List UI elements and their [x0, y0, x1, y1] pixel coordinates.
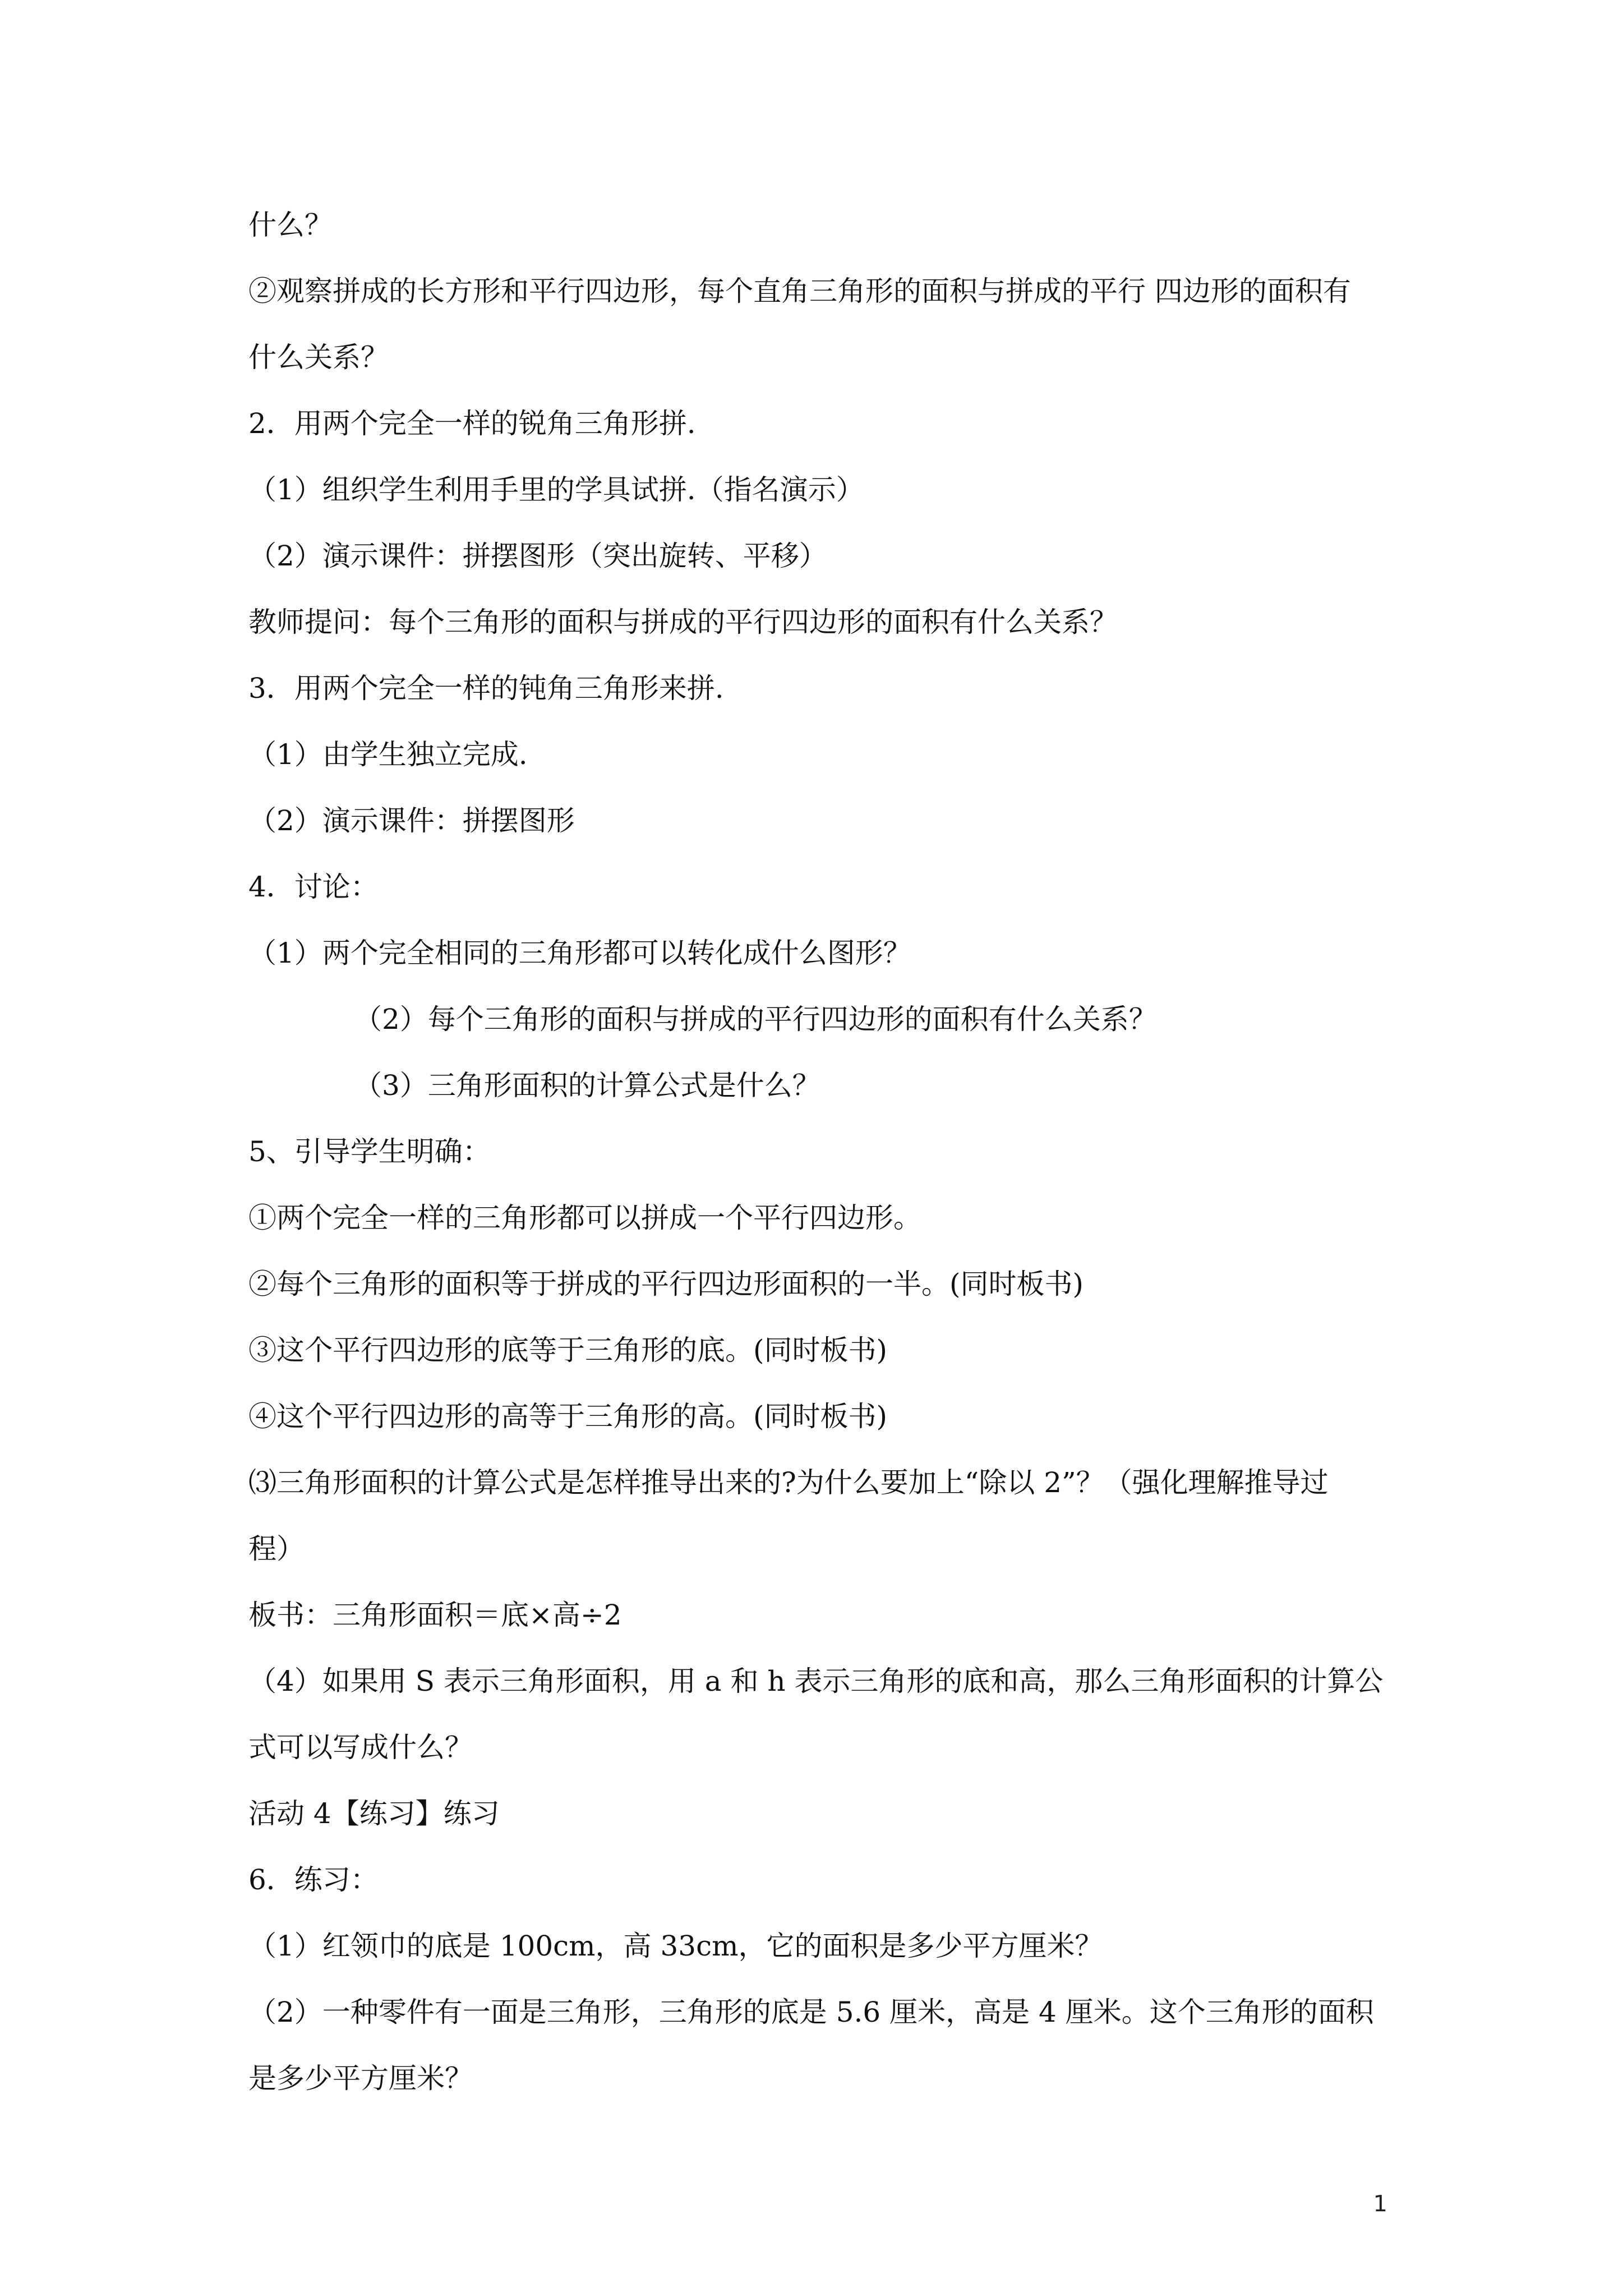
text-line: （2）一种零件有一面是三角形，三角形的底是 5.6 厘米，高是 4 厘米。这个三角形的面积 [248, 1996, 1374, 2028]
text-line: 3．用两个完全一样的钝角三角形来拼. [248, 672, 724, 705]
text-line: 式可以写成什么？ [248, 1731, 473, 1764]
text-line: 活动 4【练习】练习 [248, 1797, 500, 1830]
text-line: （3）三角形面积的计算公式是什么？ [354, 1069, 820, 1102]
text-line: （2）每个三角形的面积与拼成的平行四边形的面积有什么关系？ [354, 1003, 1157, 1036]
text-line: （1）组织学生利用手里的学具试拼.（指名演示） [248, 473, 864, 506]
text-line: ④这个平行四边形的高等于三角形的高。(同时板书) [248, 1400, 888, 1433]
document-body [248, 209, 1387, 2128]
text-line: 什么？ [248, 209, 333, 241]
text-line: 是多少平方厘米？ [248, 2062, 473, 2095]
text-line: ②每个三角形的面积等于拼成的平行四边形面积的一半。(同时板书) [248, 1268, 1084, 1300]
text-line: ③这个平行四边形的底等于三角形的底。(同时板书) [248, 1334, 888, 1366]
text-line: （1）由学生独立完成. [248, 738, 528, 771]
text-line: 5、引导学生明确： [248, 1135, 491, 1168]
text-line: 教师提问：每个三角形的面积与拼成的平行四边形的面积有什么关系？ [248, 606, 1118, 638]
text-line: 4．讨论： [248, 871, 379, 903]
text-line: （1）红领巾的底是 100cm，高 33cm，它的面积是多少平方厘米？ [248, 1930, 1103, 1962]
page-number: 1 [1373, 2191, 1387, 2217]
text-line: 什么关系？ [248, 341, 389, 374]
text-line: ⑶三角形面积的计算公式是怎样推导出来的?为什么要加上“除以 2”？（强化理解推导过 [248, 1466, 1329, 1499]
text-line: ①两个完全一样的三角形都可以拼成一个平行四边形。 [248, 1202, 921, 1234]
text-line: 板书：三角形面积＝底×高÷2 [248, 1599, 622, 1631]
text-line: （2）演示课件：拼摆图形（突出旋转、平移） [248, 540, 827, 572]
text-line: ②观察拼成的长方形和平行四边形，每个直角三角形的面积与拼成的平行 四边形的面积有 [248, 275, 1351, 307]
text-line: 程） [248, 1533, 305, 1565]
text-line: （2）演示课件：拼摆图形 [248, 804, 575, 837]
text-line: 2．用两个完全一样的锐角三角形拼. [248, 407, 696, 440]
text-line: （1）两个完全相同的三角形都可以转化成什么图形？ [248, 937, 911, 969]
text-line: 6．练习： [248, 1864, 379, 1896]
text-line: （4）如果用 S 表示三角形面积，用 a 和 h 表示三角形的底和高，那么三角形面积的计算公 [248, 1665, 1384, 1697]
